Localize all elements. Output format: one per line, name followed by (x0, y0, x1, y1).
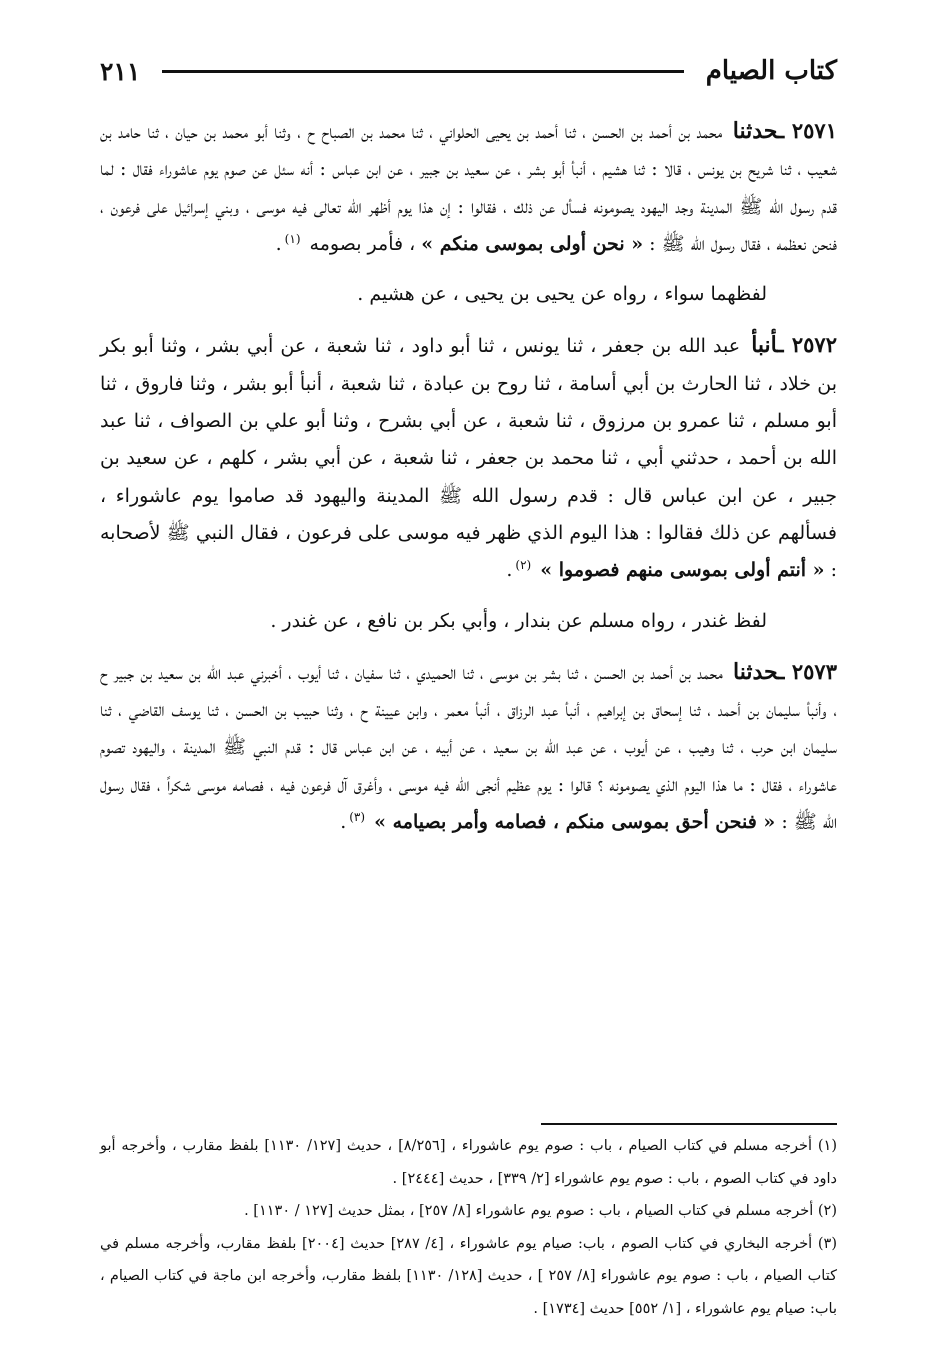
hadith-2572 (100, 326, 837, 589)
hadith-end: . (340, 811, 347, 834)
hadith-end: . (506, 559, 513, 582)
hadith-verb: أنبأ (751, 332, 778, 359)
footnote-3: (٣) أخرجه البخاري في كتاب الصوم ، باب: صيام يوم عاشوراء ، [٤/ ٢٨٧] حديث [٢٠٠٤] بلفظ مقارب، وأخرجه مسلم في كتاب الصيام ، باب : صوم يوم عاشوراء [٨/ ٢٥٧ ] ، حديث [١٢٨/ ١١٣٠] بلفظ مقارب، وأخرجه ابن ماجة في كتاب الصيام ، باب: صيام يوم عاشوراء ، [١/ ٥٥٢] حديث [١٧٣٤] . (100, 1235, 837, 1317)
hadith-verb: حدثنا (733, 658, 779, 685)
main-text (100, 112, 837, 841)
hadith-number: ٢٥٧١ ـ (777, 118, 837, 143)
hadith-text-tail: ، فأمر بصومه (309, 232, 416, 255)
hadith-number: ٢٥٧٢ ـ (777, 332, 837, 358)
footnote-1: (١) أخرجه مسلم في كتاب الصيام ، باب : صوم يوم عاشوراء ، [٨/٢٥٦] ، حديث [١٢٧/ ١١٣٠] بلفظ مقارب ، وأخرجه أبو داود في كتاب الصوم ، باب : صوم يوم عاشوراء [٢/ ٣٣٩] ، حديث [٢٤٤٤] . (100, 1138, 838, 1187)
footnote-ref[interactable]: (٢) (515, 557, 532, 572)
hadith-2573 (100, 653, 837, 841)
header-rule (162, 70, 683, 73)
page-number: ٢١١ (100, 56, 141, 86)
hadith-quote: « أنتم أولى بموسى منهم فصوموا » (540, 559, 825, 582)
hadith-text: محمد بن أحمد بن الحسن ، ثنا أحمد بن يحيى الحلواني ، ثنا محمد بن الصباح ح ، وثنا أبو محمد بن حيان ، ثنا حامد بن شعيب ، ثنا شريح بن يونس ، قالا : ثنا هشيم ، أنبأ أبو بشر ، عن سعيد بن جبير ، عن ابن عباس : أنه سئل عن صوم يوم عاشوراء فقال : لما قدم رسول الله ﷺ المدينة وجد اليهود يصومونه فسأل عن ذلك ، فقالوا : إن هذا يوم أظهر الله تعالى فيه موسى ، وبني إسرائيل على فرعون ، فنحن نعظمه ، فقال رسول الله ﷺ : (100, 121, 837, 255)
footnotes (100, 1130, 837, 1325)
hadith-text: عبد الله بن جعفر ، ثنا يونس ، ثنا أبو داود ، ثنا شعبة ، عن أبي بشر ، وثنا أبو بكر بن خلاد ، ثنا الحارث بن أبي أسامة ، ثنا روح بن عبادة ، ثنا شعبة ، أنبأ أبو بشر ، وثنا فاروق ، ثنا أبو مسلم ، ثنا عمرو بن مرزوق ، ثنا شعبة ، عن أبي بشرح ، وثنا أبو علي بن الصواف ، ثنا عبد الله بن أحمد ، حدثني أبي ، ثنا محمد بن جعفر ، ثنا شعبة ، عن أبي بشر ، كلهم ، عن سعيد بن جبير ، عن ابن عباس قال : قدم رسول الله ﷺ المدينة واليهود قد صاموا يوم عاشوراء ، فسألهم عن ذلك فقالوا : هذا اليوم الذي ظهر فيه موسى على فرعون ، فقال النبي ﷺ لأصحابه : (100, 335, 837, 582)
hadith-end: . (275, 232, 282, 255)
footnote-ref[interactable]: (٣) (349, 809, 366, 824)
hadith-text: محمد بن أحمد بن الحسن ، ثنا بشر بن موسى ، ثنا الحميدي ، ثنا سفيان ، ثنا أيوب ، أخبرني عبد الله بن سعيد بن جبير ح ، وأنبأ سليمان بن أحمد ، ثنا إسحاق بن إبراهيم ، أنبأ عبد الرزاق ، أنبأ معمر ، وابن عيينة ح ، وثنا حبيب بن الحسن ، ثنا يوسف القاضي ، ثنا سليمان ابن حرب ، ثنا وهيب ، عن أيوب ، عن عبد الله بن سعيد ، عن أبيه ، عن ابن عباس قال : قدم النبي ﷺ المدينة ، واليهود تصوم عاشوراء ، فقال : ما هذا اليوم الذي يصومونه ؟ قالوا : يوم عظيم أنجى الله فيه موسى ، وأغرق آل فرعون فيه ، فصامه موسى شكراً ، فقال رسول الله ﷺ : (100, 661, 837, 834)
hadith-quote: « فنحن أحق بموسى منكم ، فصامه وأمر بصيامه » (374, 811, 776, 834)
footnote-2: (٢) أخرجه مسلم في كتاب الصيام ، باب : صوم يوم عاشوراء [٨/ ٢٥٧] ، بمثل حديث [١٢٧ / ١١٣٠] . (244, 1203, 837, 1219)
hadith-number: ٢٥٧٣ ـ (778, 658, 837, 684)
narration-note: لفظهما سواء ، رواه عن يحيى بن يحيى ، عن هشيم . (357, 283, 767, 306)
hadith-2571 (100, 112, 837, 263)
footnote-separator (541, 1123, 837, 1125)
page-header (100, 50, 837, 92)
hadith-quote: « نحن أولى بموسى منكم » (421, 232, 644, 255)
narration-note: لفظ غندر ، رواه مسلم عن بندار ، وأبي بكر بن نافع ، عن غندر . (270, 609, 767, 632)
book-title: كتاب الصيام (705, 56, 837, 86)
hadith-verb: حدثنا (732, 118, 778, 144)
footnote-ref[interactable]: (١) (284, 231, 301, 246)
